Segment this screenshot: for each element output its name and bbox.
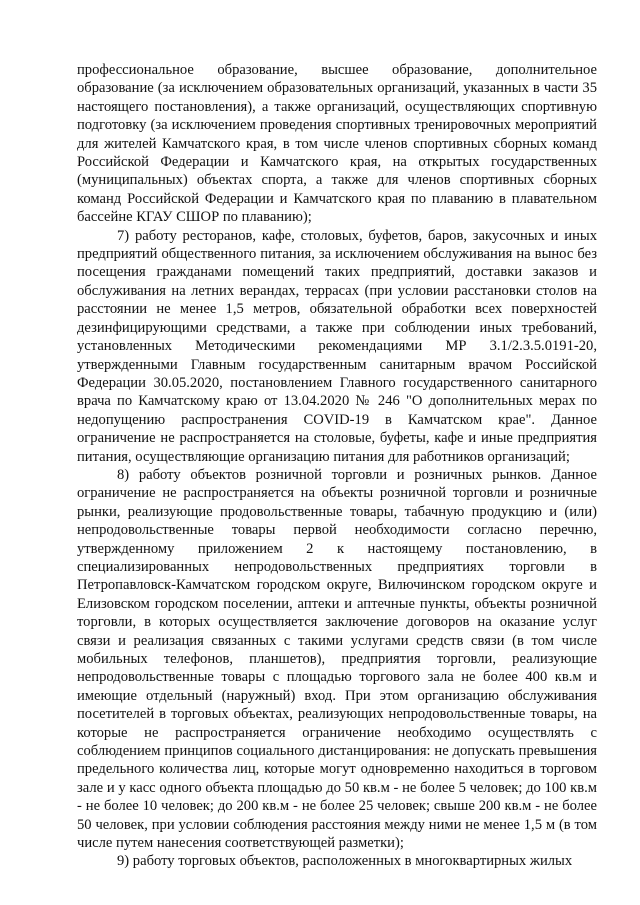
document-page xyxy=(77,61,597,871)
paragraph-item-9-trade-objects: 9) работу торговых объектов, расположенных в многоквартирных жилых xyxy=(117,853,573,870)
paragraph-education-continuation: профессиональное образование, высшее образование, дополнительное образование (за исключением образовательных организаций, указанных в части 35 настоящего постановления), а также организаций, осуществляющих спортивную подготовку (за исключением проведения спортивных тренировочных мероприятий для жителей Камчатского края, в том числе членов спортивных сборных команд Российской Федерации и Камчатского края, на открытых государственных (муниципальных) объектах спорта, а также для членов спортивных сборных команд Российской Федерации и Камчатского края по плаванию в плавательном бассейне КГАУ СШОР по плаванию); xyxy=(77,62,597,226)
paragraph-item-8-retail: 8) работу объектов розничной торговли и розничных рынков. Данное ограничение не распространяется на объекты розничной торговли и розничные рынки, реализующие продовольственные товары, табачную продукцию и (или) непродовольственные товары первой необходимости согласно перечню, утвержденному приложением 2 к настоящему постановлению, в специализированных непродовольственных предприятиях торговли в Петропавловск-Камчатском городском округе, Вилючинском городском округе и Елизовском городском поселении, аптеки и аптечные пункты, объекты розничной торговли, в которых осуществляется заключение договоров на оказание услуг связи и реализация связанных с такими услугами средств связи (в том числе мобильных телефонов, планшетов), предприятия торговли, реализующие непродовольственные товары с площадью торгового зала не более 400 кв.м и имеющие отдельный (наружный) вход. При этом организацию обслуживания посетителей в торговых объектах, реализующих непродовольственные товары, на которые не распространяется ограничение необходимо осуществлять с соблюдением принципов социального дистанцирования: не допускать превышения предельного количества лиц, которые могут одновременно находиться в торговом зале и у касс одного объекта площадью до 50 кв.м - не более 5 человек; до 100 кв.м - не более 10 человек; до 200 кв.м - не более 25 человек; свыше 200 кв.м - не более 50 человек, при условии соблюдения расстояния между ними не менее 1,5 м (в том числе путем нанесения соответствующей разметки); xyxy=(77,466,597,852)
paragraph-item-7-catering: 7) работу ресторанов, кафе, столовых, буфетов, баров, закусочных и иных предприятий общественного питания, за исключением обслуживания на вынос без посещения гражданами помещений таких предприятий, доставки заказов и обслуживания на летних верандах, террасах (при условии расстановки столов на расстоянии не менее 1,5 метров, обязательной обработки всех поверхностей дезинфицирующими средствами, а также при соблюдении иных требований, установленных Методическими рекомендациями МР 3.1/2.3.5.0191-20, утвержденными Главным государственным санитарным врачом Российской Федерации 30.05.2020, постановлением Главного государственного санитарного врача по Камчатскому краю от 13.04.2020 № 246 "О дополнительных мерах по недопущению распространения COVID-19 в Камчатском крае". Данное ограничение не распространяется на столовые, буфеты, кафе и иные предприятия питания, осуществляющие организацию питания для работников организаций; xyxy=(77,227,597,465)
